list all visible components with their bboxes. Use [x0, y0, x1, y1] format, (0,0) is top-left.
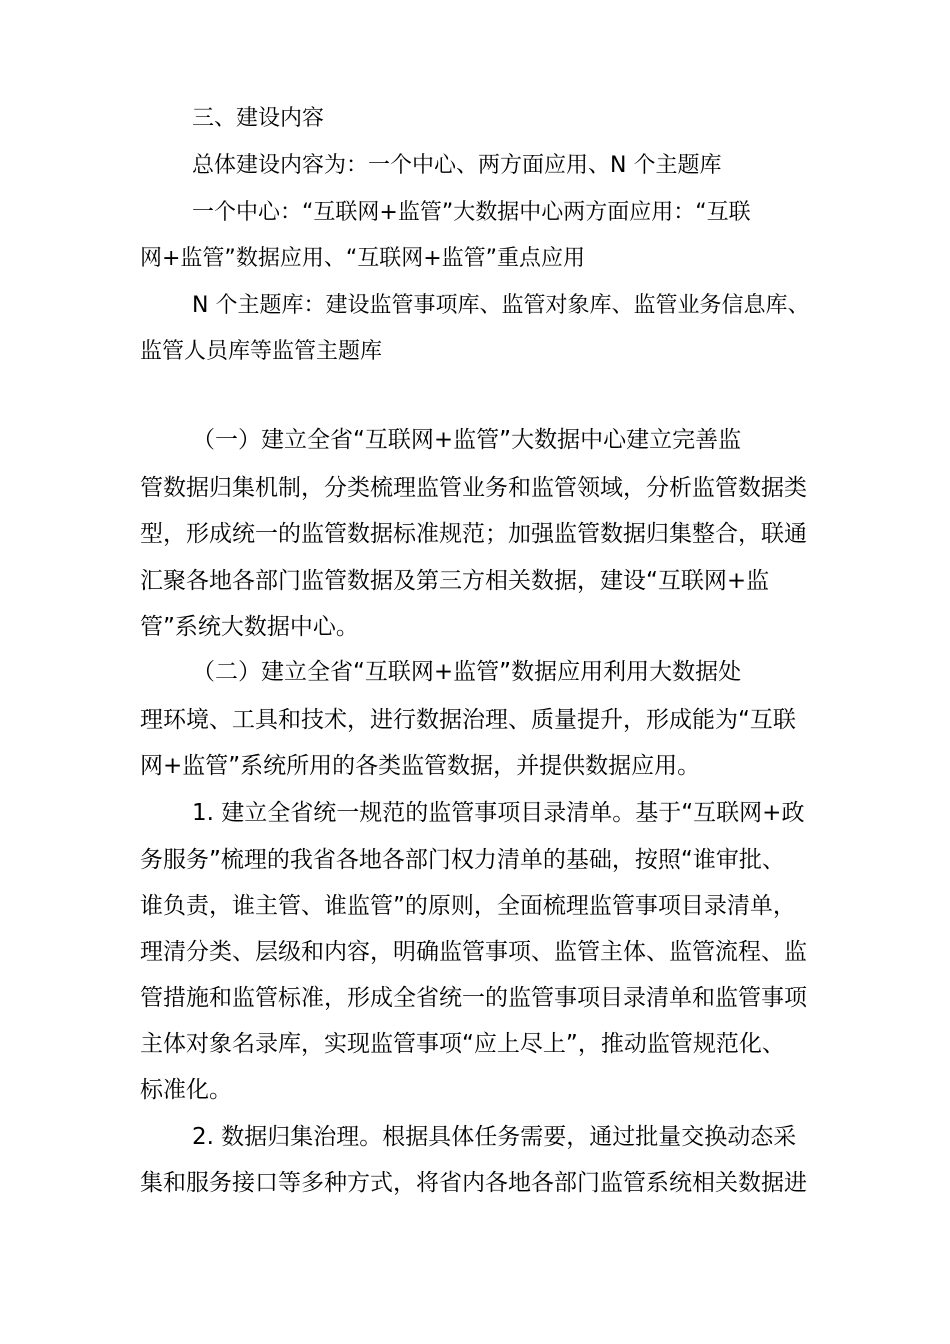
section-heading: 三、建设内容 — [192, 106, 325, 131]
part2-line-2: 理环境、工具和技术，进行数据治理、质量提升，形成能为“互联 — [140, 707, 796, 733]
item1-line-2: 务服务”梳理的我省各地各部门权力清单的基础，按照“谁审批、 — [140, 847, 785, 873]
item2-line-2: 集和服务接口等多种方式，将省内各地各部门监管系统相关数据进 — [140, 1170, 807, 1196]
part2-line-1: （二）建立全省“互联网+监管”数据应用利用大数据处 — [192, 659, 742, 685]
part1-line-3: 型，形成统一的监管数据标准规范；加强监管数据归集整合，联通 — [140, 521, 807, 547]
item1-line-3: 谁负责，谁主管、谁监管”的原则，全面梳理监管事项目录清单， — [140, 893, 796, 919]
intro-line-4: N 个主题库：建设监管事项库、监管对象库、监管业务信息库、 — [192, 293, 810, 318]
part1-line-1: （一）建立全省“互联网+监管”大数据中心建立完善监 — [192, 427, 742, 453]
item1-line-1: 1. 建立全省统一规范的监管事项目录清单。基于“互联网+政 — [192, 800, 805, 826]
item2-line-1: 2. 数据归集治理。根据具体任务需要，通过批量交换动态采 — [192, 1124, 797, 1150]
intro-line-3: 网+监管”数据应用、“互联网+监管”重点应用 — [140, 246, 586, 271]
part2-line-3: 网+监管”系统所用的各类监管数据，并提供数据应用。 — [140, 753, 701, 779]
item1-line-7: 标准化。 — [140, 1077, 232, 1103]
intro-line-2: 一个中心：“互联网+监管”大数据中心两方面应用：“互联 — [192, 200, 751, 225]
item1-line-4: 理清分类、层级和内容，明确监管事项、监管主体、监管流程、监 — [140, 939, 807, 965]
intro-line-5: 监管人员库等监管主题库 — [140, 339, 383, 364]
intro-line-1: 总体建设内容为：一个中心、两方面应用、N 个主题库 — [192, 153, 722, 178]
part1-line-4: 汇聚各地各部门监管数据及第三方相关数据，建设“互联网+监 — [140, 568, 770, 594]
part1-line-5: 管”系统大数据中心。 — [140, 614, 359, 640]
item1-line-5: 管措施和监管标准，形成全省统一的监管事项目录清单和监管事项 — [140, 985, 807, 1011]
part1-line-2: 管数据归集机制，分类梳理监管业务和监管领域，分析监管数据类 — [140, 475, 807, 501]
item1-line-6: 主体对象名录库，实现监管事项“应上尽上”，推动监管规范化、 — [140, 1031, 785, 1057]
